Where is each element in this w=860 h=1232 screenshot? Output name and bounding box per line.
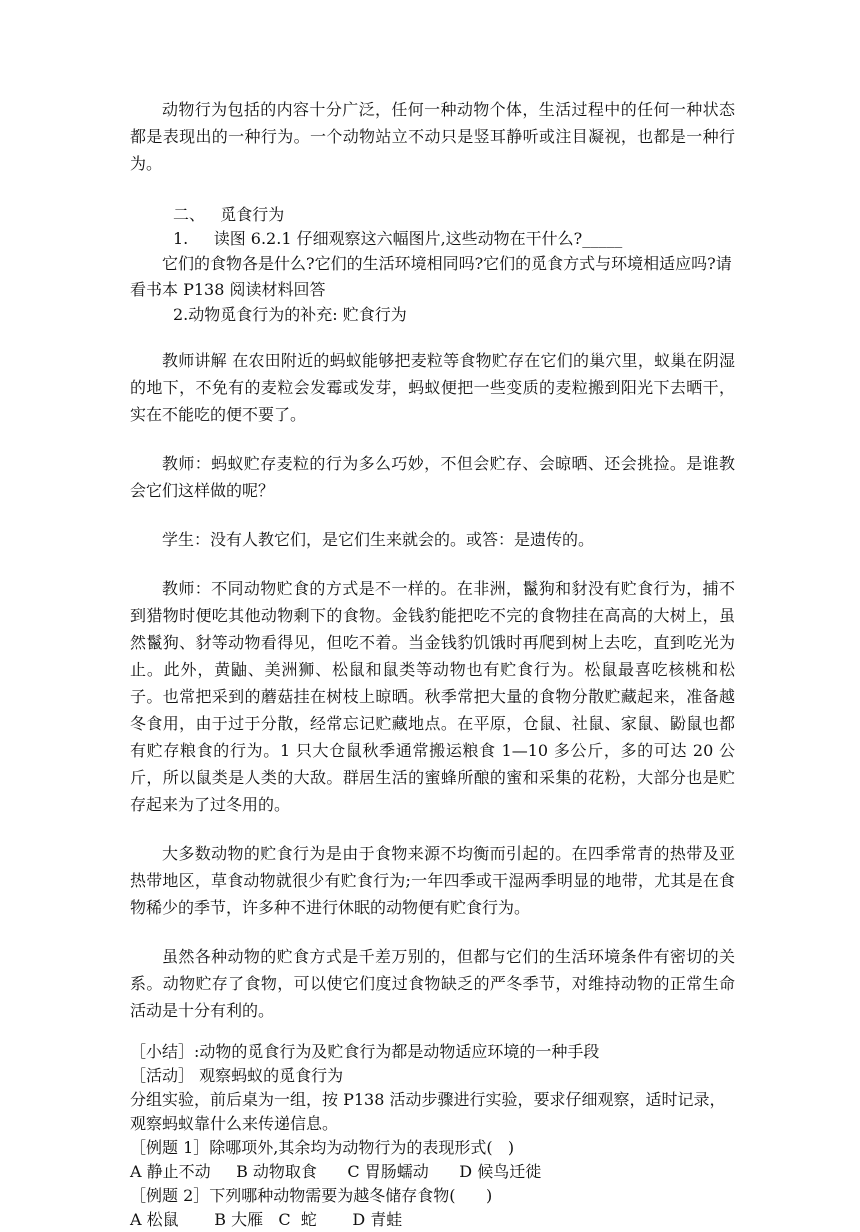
activity-line: ［活动］ 观察蚂蚁的觅食行为	[130, 1066, 344, 1085]
storage-reason-paragraph: 大多数动物的贮食行为是由于食物来源不均衡而引起的。在四季常青的热带及亚热带地区，草食动物就很少有贮食行为;一年四季或干湿两季明显的地带，尤其是在食物稀少的季节，许多种不进行休眠的动物便有贮食行为。	[130, 844, 735, 917]
student-answer-paragraph: 学生：没有人教它们，是它们生来就会的。或答：是遗传的。	[162, 530, 595, 549]
question-item-1: 1. 读图 6.2.1 仔细观察这六幅图片,这些动物在干什么?_____	[173, 229, 623, 248]
example-1-options: A 静止不动 B 动物取食 C 胃肠蠕动 D 候鸟迁徙	[130, 1162, 542, 1181]
document-page	[130, 96, 735, 1232]
intro-paragraph: 动物行为包括的内容十分广泛，任何一种动物个体，生活过程中的任何一种状态都是表现出的一种行为。一个动物站立不动只是竖耳静听或注目凝视，也都是一种行为。	[130, 100, 735, 173]
activity-description: 分组实验，前后桌为一组，按 P138 活动步骤进行实验，要求仔细观察，适时记录，观察蚂蚁靠什么来传递信息。	[130, 1090, 726, 1133]
teacher-explanation-paragraph: 教师讲解 在农田附近的蚂蚁能够把麦粒等食物贮存在它们的巢穴里，蚁巢在阴湿的地下，不免有的麦粒会发霉或发芽，蚂蚁便把一些变质的麦粒搬到阳光下去晒干，实在不能吃的便不要了。	[130, 351, 735, 424]
section-heading: 二、 觅食行为	[173, 205, 285, 224]
storage-relation-paragraph: 虽然各种动物的贮食方式是千差万别的，但都与它们的生活环境条件有密切的关系。动物贮存了食物，可以使它们度过食物缺乏的严冬季节，对维持动物的正常生命活动是十分有利的。	[130, 947, 735, 1020]
summary-line: ［小结］:动物的觅食行为及贮食行为都是动物适应环境的一种手段	[130, 1042, 600, 1061]
example-2-options: A 松鼠 B 大雁 C 蛇 D 青蛙	[130, 1210, 403, 1229]
example-2-question: ［例题 2］下列哪种动物需要为越冬储存食物( )	[130, 1186, 493, 1205]
question-item-1-continued: 它们的食物各是什么?它们的生活环境相同吗?它们的觅食方式与环境相适应吗?请看书本 P138 阅读材料回答	[130, 254, 732, 299]
example-1-question: ［例题 1］除哪项外,其余均为动物行为的表现形式( )	[130, 1138, 515, 1157]
teacher-storage-paragraph: 教师：不同动物贮食的方式是不一样的。在非洲，鬣狗和豺没有贮食行为，捕不到猎物时便吃其他动物剩下的食物。金钱豹能把吃不完的食物挂在高高的大树上，虽然鬣狗、豺等动物看得见，但吃不着。当金钱豹饥饿时再爬到树上去吃，直到吃光为止。此外，黄鼬、美洲狮、松鼠和鼠类等动物也有贮食行为。松鼠最喜吃核桃和松子。也常把采到的蘑菇挂在树枝上晾晒。秋季常把大量的食物分散贮藏起来，准备越冬食用，由于过于分散，经常忘记贮藏地点。在平原，仓鼠、社鼠、家鼠、鼢鼠也都有贮存粮食的行为。1 只大仓鼠秋季通常搬运粮食 1—10 多公斤，多的可达 20 公斤，所以鼠类是人类的大敌。群居生活的蜜蜂所酿的蜜和采集的花粉，大部分也是贮存起来为了过冬用的。	[130, 579, 735, 814]
question-item-2: 2.动物觅食行为的补充: 贮食行为	[173, 305, 407, 324]
teacher-question-paragraph: 教师：蚂蚁贮存麦粒的行为多么巧妙，不但会贮存、会晾晒、还会挑捡。是谁教会它们这样做的呢？	[130, 454, 735, 500]
